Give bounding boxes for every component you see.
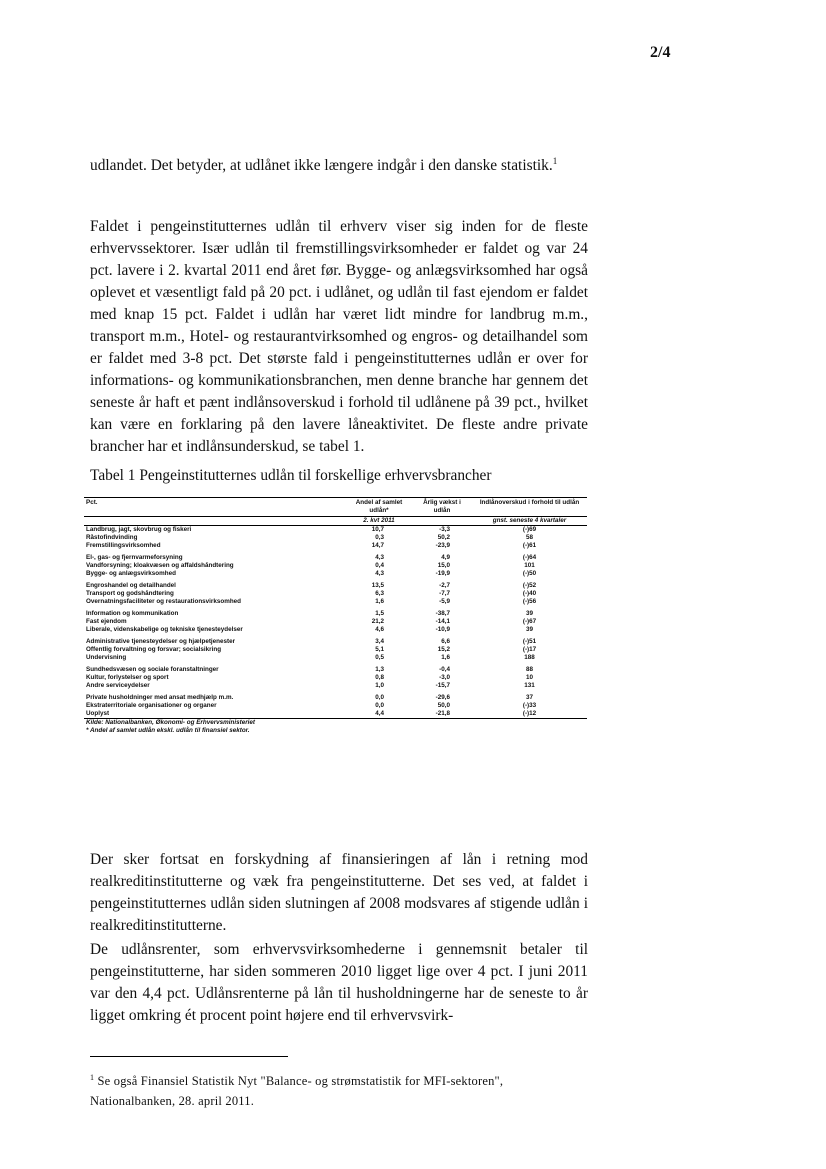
value-cell: 188 (524, 654, 535, 661)
value-cell: -23,9 (435, 542, 450, 549)
industry-name-cell: Ekstraterritoriale organisationer og organer (86, 702, 217, 709)
industry-name-cell: Råstofindvinding (86, 534, 138, 541)
value-cell: (-)40 (522, 590, 537, 597)
table-row (84, 646, 587, 654)
value-cell: 13,5 (371, 582, 384, 589)
industry-lending-table (84, 497, 587, 735)
table-header-row (84, 498, 587, 517)
value-cell: 4,9 (441, 554, 450, 561)
footnote-text: Se også Finansiel Statistik Nyt "Balance- og strømstatistik for MFI-sektoren", Nationalbanken, 28. april 2011. (90, 1074, 504, 1109)
value-cell: 50,2 (437, 534, 450, 541)
value-cell: 15,2 (437, 646, 450, 653)
value-cell: 1,3 (375, 666, 384, 673)
table-row (84, 634, 587, 646)
value-cell: 131 (524, 682, 535, 689)
page-number: 2/4 (650, 44, 671, 61)
value-cell: -0,4 (439, 666, 450, 673)
value-cell: 0,0 (375, 694, 384, 701)
column-header: Indlånoverskud i forhold til udlån (472, 498, 587, 517)
value-cell: -15,7 (435, 682, 450, 689)
value-cell: 37 (525, 694, 533, 701)
industry-name-cell: Liberale, videnskabelige og tekniske tjenesteydelser (86, 626, 243, 633)
paragraph-3: Der sker fortsat en forskydning af finansieringen af lån i retning mod realkreditinstitutterne og væk fra pengeinstitutterne. Det ses ved, at faldet i pengeinstitutternes udlån siden slutningen af 2008 modsvares af stigende udlån i realkreditinstitutterne. (90, 851, 588, 934)
column-header: Pct. (84, 498, 346, 517)
industry-name-cell: Information og kommunikation (86, 610, 179, 617)
industry-name-cell: Andre serviceydelser (86, 682, 150, 689)
table-row (84, 550, 587, 562)
value-cell: 1,6 (375, 598, 384, 605)
table-row (84, 662, 587, 674)
value-cell: (-)69 (522, 526, 537, 533)
industry-name-cell: Landbrug, jagt, skovbrug og fiskeri (86, 526, 192, 533)
value-cell: (-)56 (522, 598, 537, 605)
table-row (84, 674, 587, 682)
table-row (84, 690, 587, 702)
table-row (84, 542, 587, 550)
footnote (90, 1068, 588, 1111)
table-row (84, 526, 587, 535)
value-cell: -10,9 (435, 626, 450, 633)
industry-name-cell: Fremstillingsvirksomhed (86, 542, 161, 549)
table-title: Tabel 1 Pengeinstitutternes udlån til forskellige erhvervsbrancher (90, 467, 492, 484)
column-header: Andel af samlet udlån* (346, 498, 412, 517)
value-cell: (-)67 (522, 618, 537, 625)
table-row (84, 534, 587, 542)
value-cell: (-)51 (522, 638, 537, 645)
value-cell: (-)52 (522, 582, 537, 589)
value-cell: 1,6 (441, 654, 450, 661)
industry-name-cell: Kultur, forlystelser og sport (86, 674, 169, 681)
value-cell: 4,4 (346, 710, 412, 719)
table-row (84, 654, 587, 662)
value-cell: 39 (525, 626, 533, 633)
industry-name-cell: Transport og godshåndtering (86, 590, 174, 597)
industry-name-cell: Vandforsyning; kloakvæsen og affaldshåndtering (86, 562, 234, 569)
value-cell: 58 (525, 534, 533, 541)
paragraph-1-text: udlandet. Det betyder, at udlånet ikke længere indgår i den danske statistik. (90, 157, 553, 175)
industry-name-cell: Overnatningsfaciliteter og restaurationsvirksomhed (86, 598, 242, 605)
industry-name-cell: Offentlig forvaltning og forsvar; socialsikring (86, 646, 222, 653)
industry-name-cell: El-, gas- og fjernvarmeforsyning (86, 554, 183, 561)
value-cell: -3,3 (439, 526, 450, 533)
table-row (84, 590, 587, 598)
value-cell: -2,7 (439, 582, 450, 589)
table-body (84, 526, 587, 719)
table-subheader-row (84, 517, 587, 526)
column-subheader: 2. kvt 2011 (346, 517, 412, 526)
table-row (84, 562, 587, 570)
value-cell: 0,8 (375, 674, 384, 681)
value-cell: 0,0 (375, 702, 384, 709)
value-cell: 1,5 (375, 610, 384, 617)
value-cell: 0,5 (375, 654, 384, 661)
paragraph-1 (90, 150, 588, 177)
value-cell: -14,1 (435, 618, 450, 625)
value-cell: 14,7 (371, 542, 384, 549)
value-cell: 15,0 (437, 562, 450, 569)
value-cell: 101 (524, 562, 535, 569)
value-cell: 4,3 (375, 570, 384, 577)
value-cell: 6,6 (441, 638, 450, 645)
value-cell: (-)33 (522, 702, 537, 709)
table-row (84, 578, 587, 590)
column-subheader (412, 517, 472, 526)
value-cell: 10,7 (371, 526, 384, 533)
value-cell: -3,0 (439, 674, 450, 681)
table-row (84, 702, 587, 710)
table-note: * Andel af samlet udlån ekskl. udlån til finansiel sektor. (86, 727, 250, 734)
value-cell: -29,6 (435, 694, 450, 701)
value-cell: 6,3 (375, 590, 384, 597)
column-header: Årlig vækst i udlån (412, 498, 472, 517)
paragraph-4: De udlånsrenter, som erhvervsvirksomhederne i gennemsnit betaler til pengeinstitutterne, har siden sommeren 2010 ligget lige over 4 pct. I juni 2011 var den 4,4 pct. Udlånsrenterne på lån til husholdningerne har de seneste to år ligget omkring ét procent point højere end til erhvervsvirk- (90, 941, 588, 1024)
value-cell: (-)17 (522, 646, 537, 653)
value-cell: 21,2 (371, 618, 384, 625)
industry-name-cell: Uoplyst (84, 710, 346, 719)
industry-name-cell: Administrative tjenesteydelser og hjælpetjenester (86, 638, 236, 645)
table-row (84, 618, 587, 626)
value-cell: -5,9 (439, 598, 450, 605)
value-cell: 0,4 (375, 562, 384, 569)
value-cell: 3,4 (375, 638, 384, 645)
industry-name-cell: Bygge- og anlægsvirksomhed (86, 570, 176, 577)
value-cell: 39 (525, 610, 533, 617)
value-cell: 10 (525, 674, 533, 681)
footnote-ref: 1 (552, 156, 558, 166)
footnote-marker: 1 (90, 1073, 95, 1082)
value-cell: -38,7 (435, 610, 450, 617)
industry-name-cell: Private husholdninger med ansat medhjælp m.m. (86, 694, 234, 701)
table-row (84, 570, 587, 578)
value-cell: (-)61 (522, 542, 537, 549)
table-row (84, 682, 587, 690)
value-cell: 88 (525, 666, 533, 673)
value-cell: (-)64 (522, 554, 537, 561)
value-cell: 5,1 (375, 646, 384, 653)
table-row (84, 710, 587, 719)
value-cell: (-)50 (522, 570, 537, 577)
footnote-separator (90, 1056, 288, 1057)
column-subheader (84, 517, 346, 526)
industry-name-cell: Sundhedsvæsen og sociale foranstaltninger (86, 666, 219, 673)
value-cell: 1,0 (375, 682, 384, 689)
table-row (84, 598, 587, 606)
value-cell: -21,8 (412, 710, 472, 719)
value-cell: 4,6 (375, 626, 384, 633)
table-row (84, 606, 587, 618)
industry-name-cell: Engroshandel og detailhandel (86, 582, 176, 589)
table-grid (84, 497, 587, 719)
paragraph-2: Faldet i pengeinstitutternes udlån til erhverv viser sig inden for de fleste erhvervssektorer. Især udlån til fremstillingsvirksomheder er faldet og var 24 pct. lavere i 2. kvartal 2011 end året før. Bygge- og anlægsvirksomhed har også oplevet et væsentligt fald på 20 pct. i udlånet, og udlån til fast ejendom er faldet med knap 15 pct. Faldet i udlån har været lidt mindre for landbrug m.m., transport m.m., Hotel- og restaurantvirksomhed og engros- og detailhandel som er faldet med 3-8 pct. Det største fald i pengeinstitutternes udlån er over for informations- og kommunikationsbranchen, men denne branche har gennem det seneste år haft et pænt indlånsoverskud i forhold til udlånene på 39 pct., hvilket kan være en forklaring på den lavere låneaktivitet. De fleste andre private brancher har et indlånsunderskud, se tabel 1. (90, 218, 588, 455)
value-cell: (-)12 (472, 710, 587, 719)
value-cell: 4,3 (375, 554, 384, 561)
value-cell: -7,7 (439, 590, 450, 597)
industry-name-cell: Undervisning (86, 654, 127, 661)
table-row (84, 626, 587, 634)
value-cell: 0,3 (375, 534, 384, 541)
value-cell: -19,9 (435, 570, 450, 577)
column-subheader: gnst. seneste 4 kvartaler (472, 517, 587, 526)
table-source: Kilde: Nationalbanken, Økonomi- og Erhvervsministeriet (86, 719, 256, 726)
value-cell: 50,0 (437, 702, 450, 709)
industry-name-cell: Fast ejendom (86, 618, 127, 625)
